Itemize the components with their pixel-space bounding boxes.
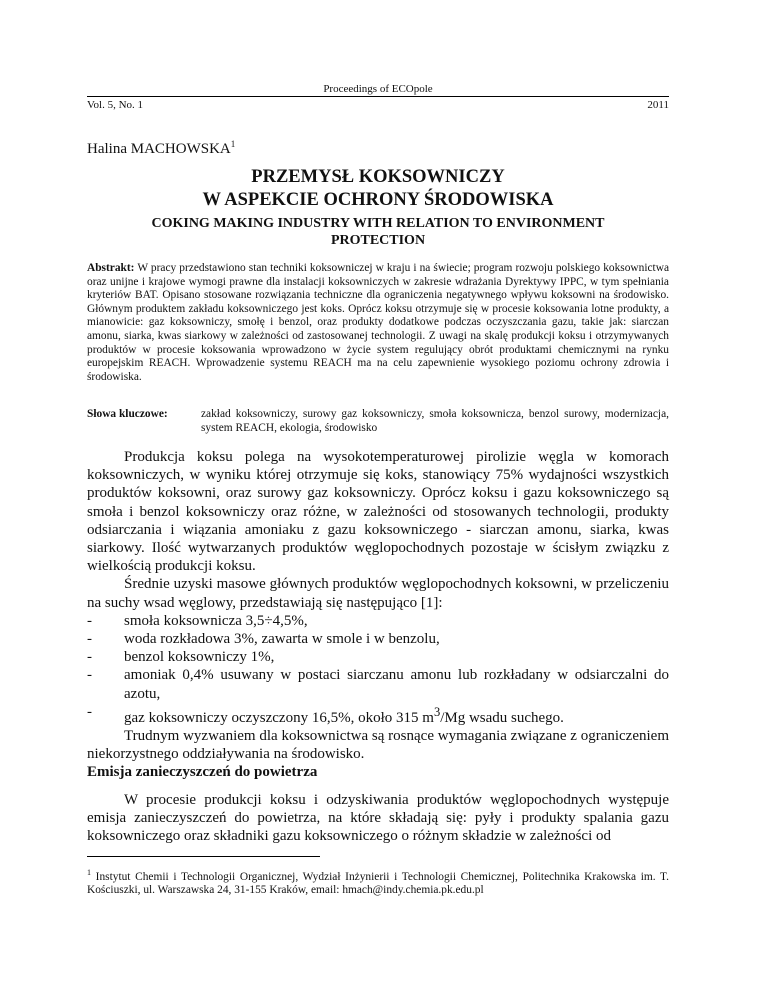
list-item [87, 630, 669, 648]
list-item [87, 666, 669, 702]
section-paragraph: W procesie produkcji koksu i odzyskiwania produktów węglopochodnych występuje emisja zanieczyszczeń do powietrza, na które składają się: pyły i produkty spalania gazu koksowniczego oraz składniki gazu koksowniczego o różnym składzie w zależności od [87, 792, 669, 845]
running-header [87, 96, 669, 111]
volume-label: Vol. 5, No. 1 [87, 99, 144, 111]
list-item [87, 703, 669, 727]
list-item-text-part: /Mg wsadu suchego. [440, 709, 564, 726]
footnote-divider [87, 856, 320, 857]
list-item-text: amoniak 0,4% usuwany w postaci siarczanu amonu lub rozkładany w odsiarczalni do azotu, [124, 667, 669, 702]
footnote [87, 866, 669, 898]
title-english-line1: COKING MAKING INDUSTRY WITH RELATION TO ENVIRONMENT [151, 216, 605, 231]
list-dash: - [87, 703, 92, 720]
list-item-text [124, 703, 669, 727]
list-dash: - [87, 612, 92, 629]
title-polish-line1: PRZEMYSŁ KOKSOWNICZY [251, 167, 505, 187]
title-polish-line2: W ASPEKCIE OCHRONY ŚRODOWISKA [202, 190, 554, 210]
abstract-text: W pracy przedstawiono stan techniki koksowniczej w kraju i na świecie; program rozwoju polskiego koksownictwa oraz unijne i krajowe wymogi prawne dla instalacji koksowniczych w zakresie wdrażania Dyrektywy IPPC, w tym spełniania kryteriów BAT. Opisano stosowane rozwiązania techniczne dla ograniczenia negatywnego wpływu koksowni na środowisko. Głównym produktem zakładu koksowniczego jest koks. Oprócz koksu otrzymuje się w procesie koksowania lotne produkty, a mianowicie: gaz koksowniczy, smołę i benzol, oraz produkty dodatkowe podczas oczyszczania gazu, takie jak: siarczan amonu, siarka, kwas siarkowy w zależności od zastosowanej technologii. Z uwagi na skalę produkcji koksu i otrzymywanych produktów w procesie koksowania wprowadzono w życie system regulujący obrót produktami chemicznymi na rynku europejskim REACH. Wprowadzenie systemu REACH ma na celu zapewnienie wysokiego poziomu ochrony zdrowia i środowiska. [87, 262, 669, 383]
abstract-label: Abstrakt: [87, 262, 135, 274]
keywords-label: Słowa kluczowe: [87, 408, 168, 420]
list-dash: - [87, 667, 92, 684]
list-item-text: woda rozkładowa 3%, zawarta w smole i w benzolu, [124, 631, 440, 648]
list-item-text: benzol koksowniczy 1%, [124, 649, 275, 666]
title-polish [87, 166, 669, 212]
body-paragraph-2: Średnie uzyski masowe głównych produktów węglopochodnych koksowni, w przeliczeniu na suchy wsad węglowy, przedstawiają się następująco [1]: [87, 576, 669, 611]
body-text [87, 448, 669, 763]
list-dash: - [87, 649, 92, 666]
abstract [87, 262, 669, 384]
section-body [87, 791, 669, 846]
year-label: 2011 [647, 99, 669, 111]
title-english [117, 215, 639, 249]
title-english-line2: PROTECTION [330, 233, 426, 248]
list-item [87, 612, 669, 630]
author-line [87, 139, 235, 158]
footnote-text: Instytut Chemii i Technologii Organicznej, Wydział Inżynierii i Technologii Chemicznej, Politechnika Krakowska im. T. Kościuszki, ul. Warszawska 24, 31-155 Kraków, email: hmach@indy.chemia.pk.edu.pl [87, 870, 669, 897]
journal-name: Proceedings of ECOpole [323, 83, 433, 95]
footnote-mark: 1 [87, 868, 91, 877]
author-name: Halina MACHOWSKA [87, 141, 231, 157]
body-paragraph-1: Produkcja koksu polega na wysokotemperaturowej pirolizie węgla w komorach koksowniczych, w wyniku której otrzymuje się koks, stanowiący 75% wydajności wszystkich produktów koksowni, oraz surowy gaz koksowniczy. Oprócz koksu i gazu koksowniczego są smoła i benzol koksowniczy oraz różne, w zależności od stosowanych technologii, produkty odsiarczania i wiązania amoniaku z gazu koksowniczego - siarczan amonu, siarka, kwas siarkowy. Ilość wytwarzanych produktów węglopochodnych pozostaje w ścisłym związku z wielkością produkcji koksu. [87, 449, 669, 575]
body-paragraph-3: Trudnym wyzwaniem dla koksownictwa są rosnące wymagania związane z ograniczeniem niekorzystnego oddziaływania na środowisko. [87, 728, 669, 763]
superscript: 3 [433, 704, 441, 719]
author-footnote-mark: 1 [230, 139, 236, 149]
list-item-text: smoła koksownicza 3,5÷4,5%, [124, 612, 308, 629]
list-dash: - [87, 631, 92, 648]
keywords-text: zakład koksowniczy, surowy gaz koksowniczy, smoła koksownicza, benzol surowy, modernizacja, system REACH, ekologia, środowisko [201, 408, 669, 434]
list-item-text-part: gaz koksowniczy oczyszczony 16,5%, około 315 m [124, 709, 434, 726]
section-heading: Emisja zanieczyszczeń do powietrza [87, 764, 318, 780]
list-item [87, 648, 669, 666]
